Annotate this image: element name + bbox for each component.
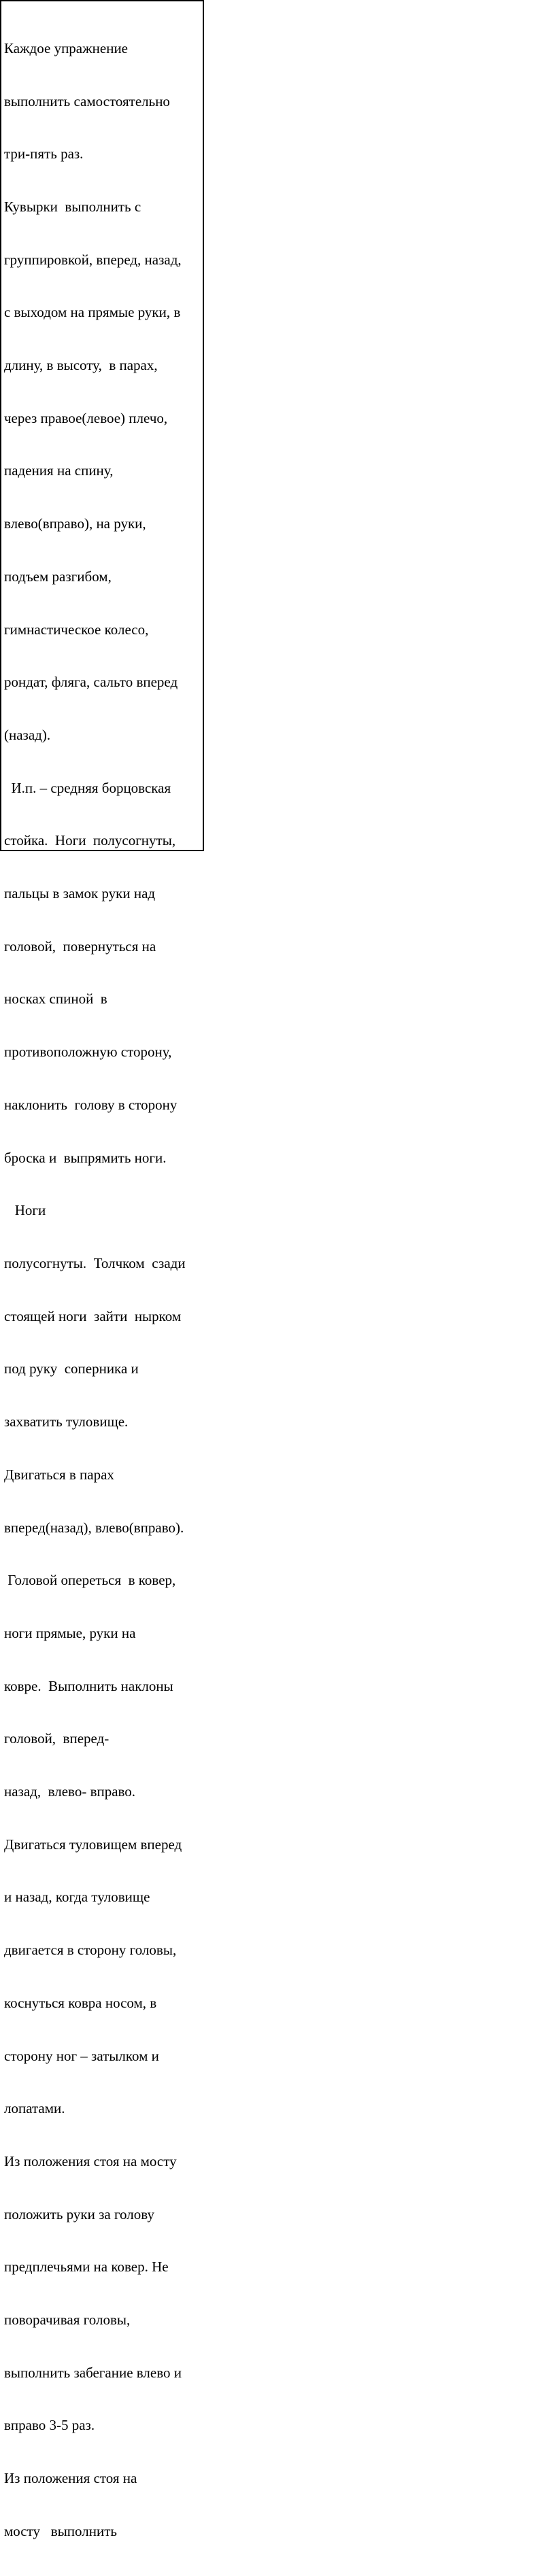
text-line: выполнить забегание влево и — [4, 2364, 182, 2381]
text-line: захватить туловище. — [4, 1413, 129, 1430]
text-line: полусогнуты. Толчком сзади — [4, 1254, 186, 1271]
text-line: Из положения стоя на — [4, 2470, 137, 2487]
text-line: (назад). — [4, 726, 51, 743]
text-line: Двигаться туловищем вперед — [4, 1836, 182, 1853]
text-line: длину, в высоту, в парах, — [4, 357, 158, 374]
text-line: вперед(назад), влево(вправо). — [4, 1519, 184, 1536]
text-line: Кувырки выполнить с — [4, 198, 141, 215]
text-line: пальцы в замок руки над — [4, 885, 156, 902]
text-line: наклонить голову в сторону — [4, 1096, 178, 1113]
text-line: влево(вправо), на руки, — [4, 515, 146, 532]
text-line: ковре. Выполнить наклоны — [4, 1677, 173, 1694]
text-line: поворачивая головы, — [4, 2312, 131, 2329]
text-line: через правое(левое) плечо, — [4, 409, 168, 426]
text-line: противоположную сторону, — [4, 1044, 172, 1061]
text-line: рондат, фляга, сальто вперед — [4, 674, 178, 691]
text-line: Ноги — [4, 1202, 46, 1219]
text-line: под руку соперника и — [4, 1360, 139, 1377]
text-line: мосту выполнить — [4, 2522, 117, 2539]
text-line: носках спиной в — [4, 991, 107, 1008]
text-line: и назад, когда туловище — [4, 1889, 150, 1906]
table-cell — [0, 0, 204, 2539]
text-line: Каждое упражнение — [4, 39, 128, 56]
text-line: Из положения стоя на мосту — [4, 2152, 177, 2169]
text-line: положить руки за голову — [4, 2205, 154, 2222]
text-line: выполнить самостоятельно — [4, 92, 170, 109]
text-line: сторону ног – затылком и — [4, 2047, 159, 2064]
text-line: двигается в сторону головы, — [4, 1942, 177, 1959]
exercise-text — [4, 5, 186, 2576]
text-line: лопатами. — [4, 2100, 65, 2117]
text-line: головой, повернуться на — [4, 938, 156, 955]
text-line: ноги прямые, руки на — [4, 1624, 136, 1641]
text-line: подъем разгибом, — [4, 568, 112, 585]
text-line: вправо 3-5 раз. — [4, 2417, 95, 2434]
text-line: три-пять раз. — [4, 145, 84, 162]
text-line: броска и выпрямить ноги. — [4, 1149, 167, 1166]
text-line: И.п. – средняя борцовская — [4, 779, 171, 796]
text-line: коснуться ковра носом, в — [4, 1994, 157, 2011]
text-line: стоящей ноги зайти нырком — [4, 1307, 182, 1324]
text-line: Двигаться в парах — [4, 1466, 114, 1483]
text-line: назад, влево- вправо. — [4, 1783, 136, 1800]
text-line: гимнастическое колесо, — [4, 621, 149, 638]
text-line: предплечьями на ковер. Не — [4, 2259, 169, 2276]
text-line: группировкой, вперед, назад, — [4, 251, 182, 268]
text-line: с выходом на прямые руки, в — [4, 304, 181, 321]
text-line: стойка. Ноги полусогнуты, — [4, 832, 176, 849]
text-line: падения на спину, — [4, 462, 114, 479]
text-line: головой, вперед- — [4, 1730, 110, 1747]
text-line: Головой опереться в ковер, — [4, 1572, 176, 1589]
